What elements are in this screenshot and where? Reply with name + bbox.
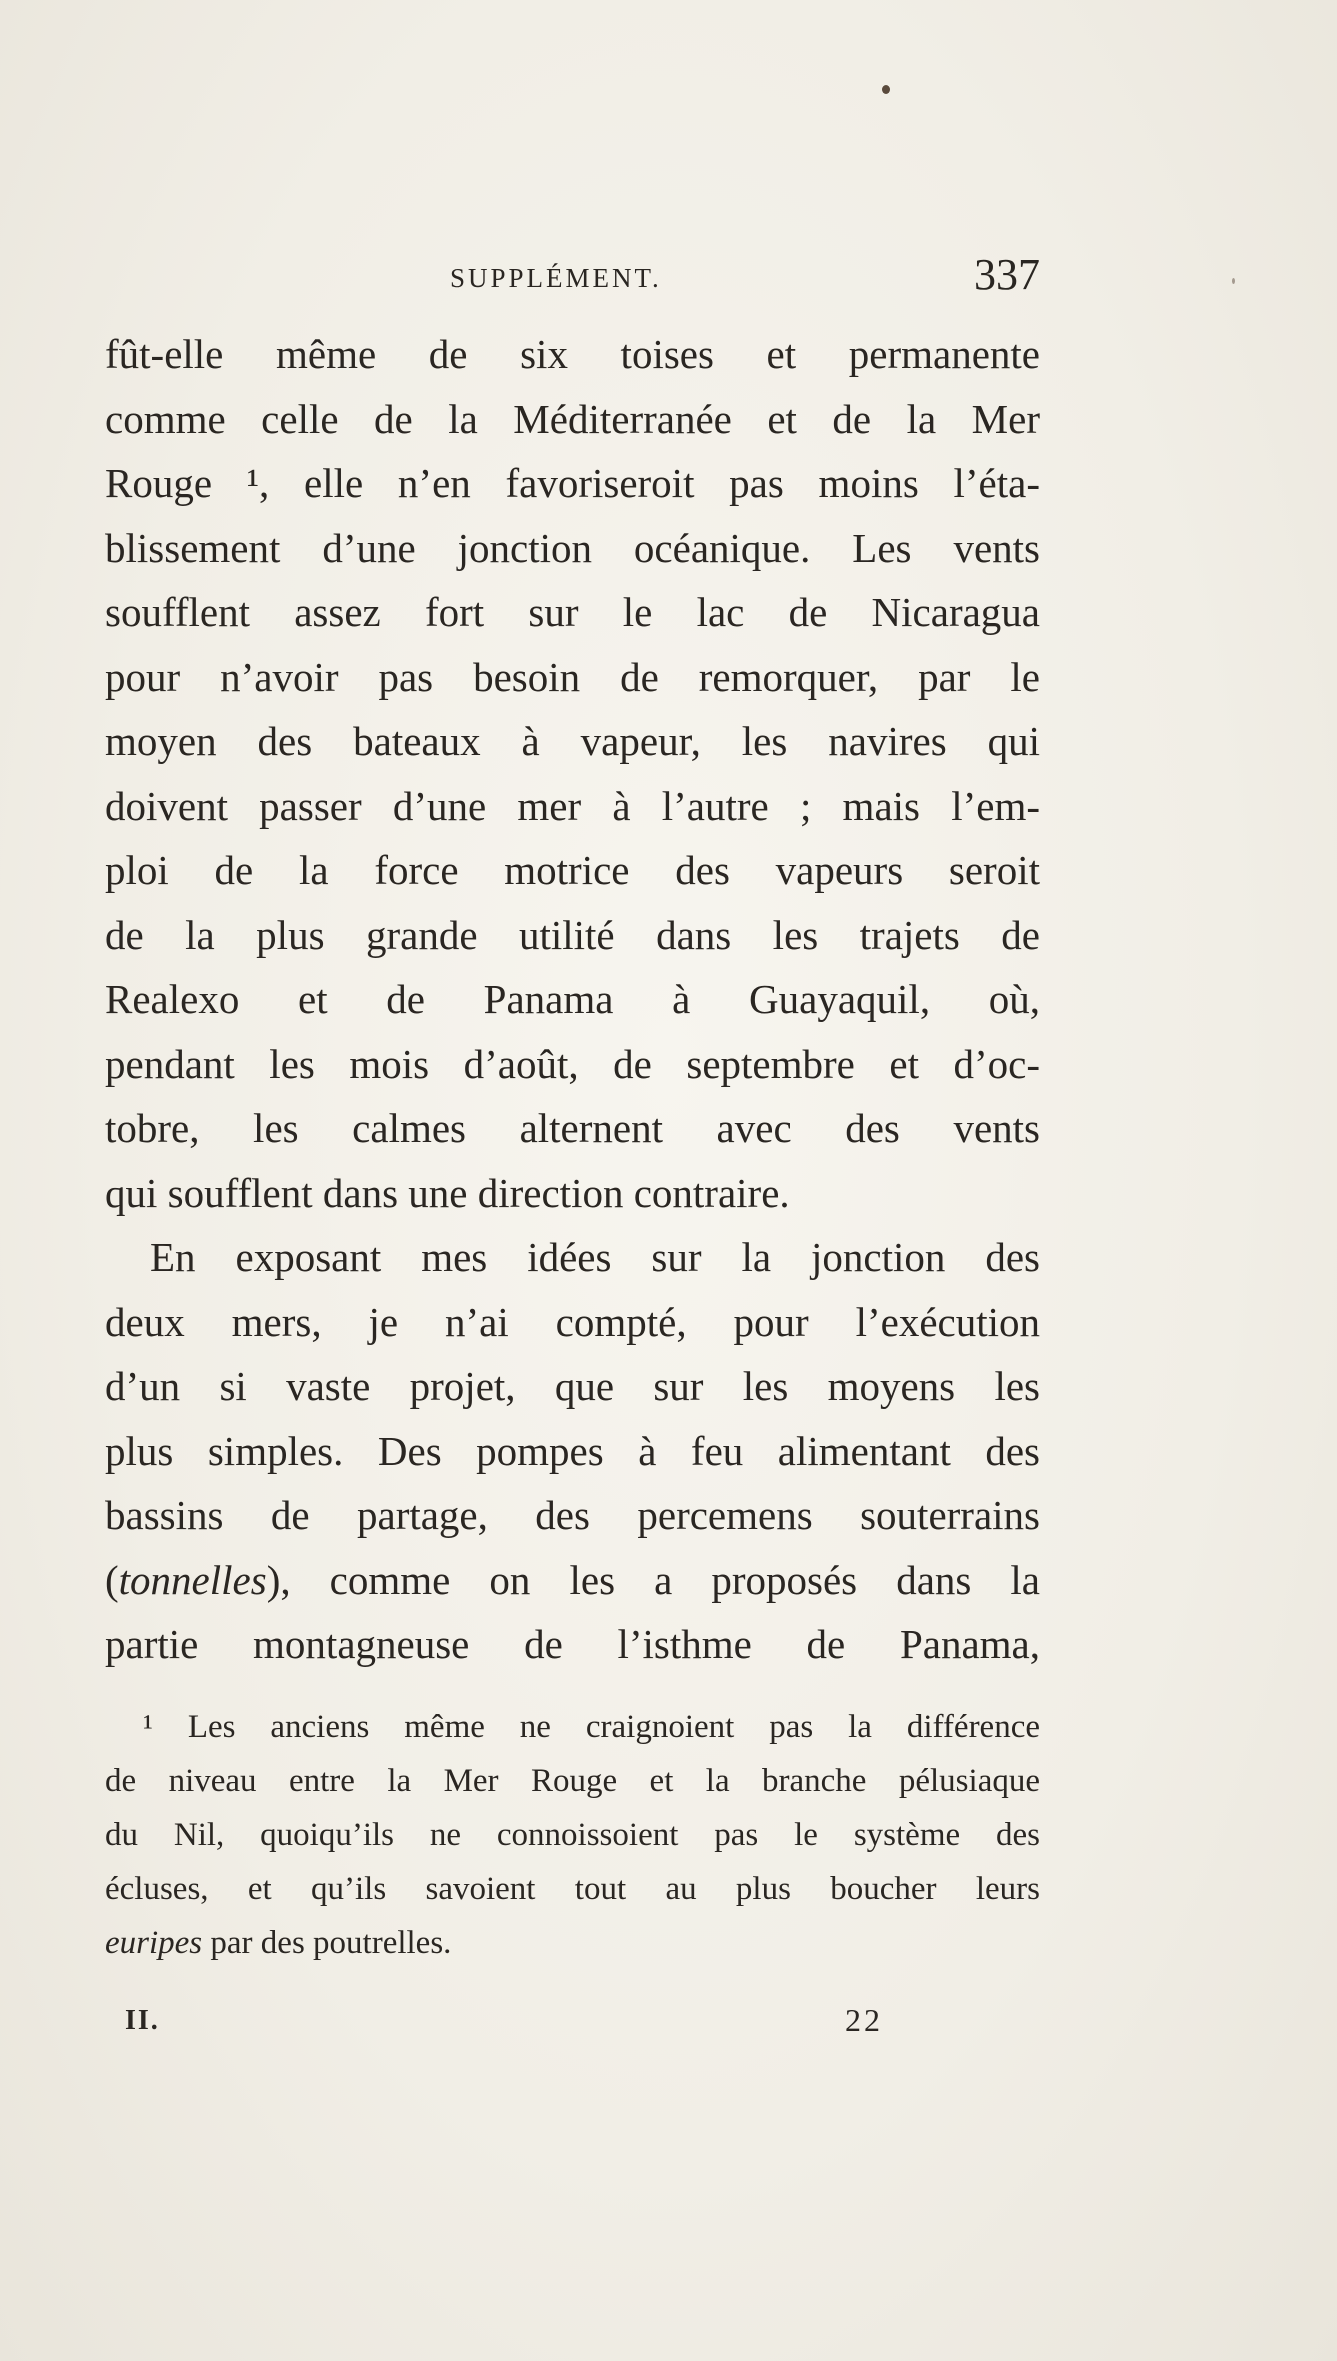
text-line: doivent passer d’une mer à l’autre ; mais l’em- [105, 782, 1040, 829]
text-line: plus simples. Des pompes à feu alimentant des [105, 1427, 1040, 1474]
body-text [105, 322, 1040, 1677]
italic-term: euripes [105, 1925, 203, 1961]
ink-speck [882, 85, 890, 94]
text-line: soufflent assez fort sur le lac de Nicaragua [105, 589, 1040, 635]
text-line: blissement d’une jonction océanique. Les vents [105, 524, 1040, 571]
page-number: 337 [974, 250, 1040, 299]
footnote-line-with-italic: euripes par des poutrelles. [105, 1925, 452, 1961]
footnote [105, 1700, 1040, 1970]
page-header [105, 250, 1040, 315]
text-line: qui soufflent dans une direction contraire. [105, 1169, 790, 1216]
running-head: SUPPLÉMENT. [450, 263, 662, 293]
text-line: moyen des bateaux à vapeur, les navires qui [105, 718, 1040, 764]
text-line-with-italic: (tonnelles), comme on les a proposés dans la [105, 1556, 1040, 1603]
text-line: En exposant mes idées sur la jonction des [150, 1234, 1040, 1280]
text-line: Realexo et de Panama à Guayaquil, où, [105, 976, 1040, 1022]
footnote-line: ¹ Les anciens même ne craignoient pas la différence [143, 1709, 1040, 1745]
text-line: de la plus grande utilité dans les trajets de [105, 911, 1040, 958]
footnote-line: de niveau entre la Mer Rouge et la branche pélusiaque [105, 1763, 1040, 1799]
text-line: fût-elle même de six toises et permanente [105, 331, 1040, 377]
text-line: deux mers, je n’ai compté, pour l’exécution [105, 1298, 1040, 1345]
ink-speck [1232, 278, 1235, 284]
text-line: Rouge ¹, elle n’en favoriseroit pas moins l’éta- [105, 460, 1040, 506]
signature-number: 22 [845, 2002, 883, 2038]
text-line: tobre, les calmes alternent avec des vents [105, 1105, 1040, 1151]
text-line: pendant les mois d’août, de septembre et d’oc- [105, 1040, 1040, 1087]
footnote-line: du Nil, quoiqu’ils ne connoissoient pas le système des [105, 1817, 1040, 1853]
text-line: ploi de la force motrice des vapeurs seroit [105, 847, 1040, 893]
text-line: partie montagneuse de l’isthme de Panama, [105, 1621, 1040, 1667]
text-line: pour n’avoir pas besoin de remorquer, par le [105, 653, 1040, 700]
text-line: d’un si vaste projet, que sur les moyens les [105, 1363, 1040, 1409]
footnote-line: écluses, et qu’ils savoient tout au plus boucher leurs [105, 1871, 1040, 1907]
text-line: bassins de partage, des percemens souterrains [105, 1492, 1040, 1538]
italic-term: tonnelles [118, 1556, 267, 1603]
text-line: comme celle de la Méditerranée et de la Mer [105, 395, 1040, 442]
signature-mark: II. [125, 2005, 160, 2036]
